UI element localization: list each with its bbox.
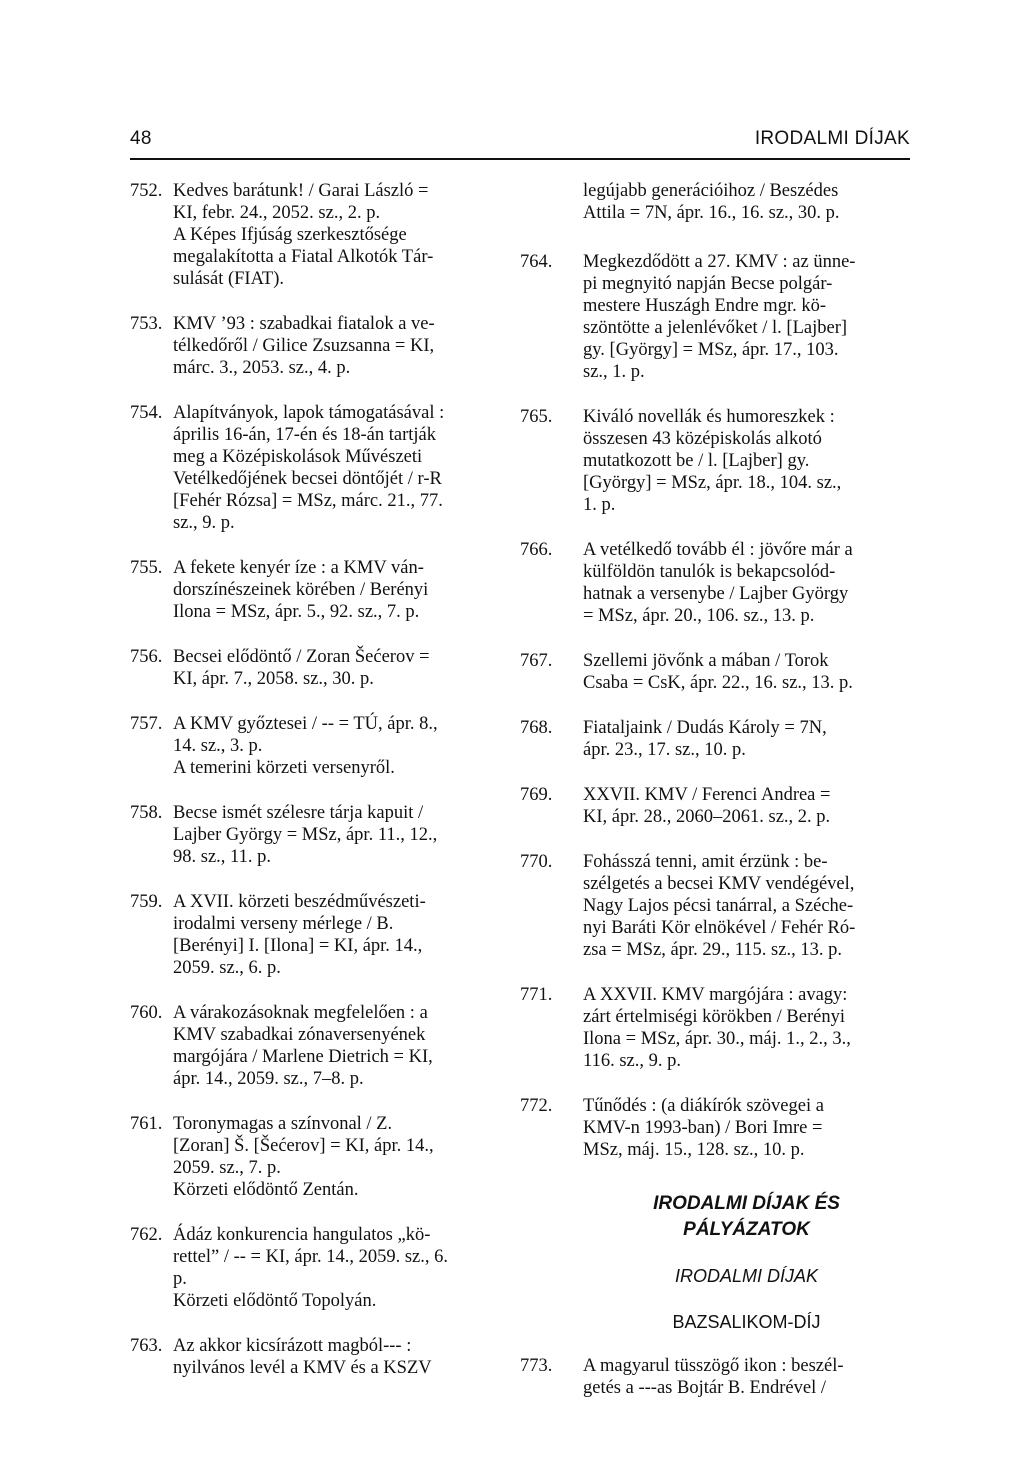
entry-line: gy. [György] = MSz, ápr. 17., 103. (583, 340, 839, 360)
entry-line: Fohásszá tenni, amit érzünk : be- (583, 852, 828, 872)
entry-text (173, 802, 505, 868)
entry-line: A XVII. körzeti beszédművészeti- (173, 892, 426, 912)
entry-line: 2059. sz., 7. p. (173, 1158, 281, 1178)
award-heading: BAZSALIKOM-DÍJ (672, 1312, 821, 1332)
bibliography-entry (130, 646, 505, 690)
entry-line: márc. 3., 2053. sz., 4. p. (173, 358, 351, 378)
entry-line: Attila = 7N, ápr. 16., 16. sz., 30. p. (583, 203, 840, 223)
bibliography-entry (130, 402, 505, 534)
entry-line: nyi Baráti Kör elnökével / Fehér Ró- (583, 918, 856, 938)
entry-line: A vetélkedő tovább él : jövőre már a (583, 540, 853, 560)
left-column (130, 180, 505, 1402)
entry-note: Körzeti elődöntő Topolyán. (173, 1291, 377, 1311)
entry-text (173, 891, 505, 979)
entry-line: Lajber György = MSz, ápr. 11., 12., (173, 825, 438, 845)
right-column (520, 180, 910, 1422)
entry-text (173, 1224, 505, 1312)
entry-line: meg a Középiskolások Művészeti (173, 447, 423, 467)
entry-line: p. (173, 1269, 187, 1289)
entry-text (583, 650, 910, 694)
entry-line: XXVII. KMV / Ferenci Andrea = (583, 785, 831, 805)
entry-text (583, 1095, 910, 1161)
entry-line: külföldön tanulók is bekapcsolód- (583, 562, 836, 582)
entry-line: Nagy Lajos pécsi tanárral, a Széche- (583, 896, 854, 916)
entry-line: Kedves barátunk! / Garai László = (173, 181, 429, 201)
entry-line: mestere Huszágh Endre mgr. kö- (583, 296, 826, 316)
page-number: 48 (130, 128, 152, 149)
bibliography-entry (130, 313, 505, 379)
entry-line: KI, febr. 24., 2052. sz., 2. p. (173, 203, 381, 223)
entry-number: 767. (520, 651, 553, 671)
entry-line: [Zoran] Š. [Šećerov] = KI, ápr. 14., (173, 1136, 434, 1156)
entry-text (583, 784, 910, 828)
entry-number: 772. (520, 1096, 553, 1116)
entry-number: 755. (130, 558, 163, 578)
entry-line: A KMV győztesei / -- = TÚ, ápr. 8., (173, 714, 438, 734)
entry-number: 764. (520, 252, 553, 272)
entry-note: sulását (FIAT). (173, 269, 284, 289)
entry-line: KMV szabadkai zónaversenyének (173, 1025, 426, 1045)
bibliography-entry (520, 406, 910, 516)
entry-number: 768. (520, 718, 553, 738)
entry-line: legújabb generációihoz / Beszédes (583, 181, 839, 201)
entry-line: Becse ismét szélesre tárja kapuit / (173, 803, 424, 823)
entry-line: Ilona = MSz, ápr. 30., máj. 1., 2., 3., (583, 1029, 851, 1049)
entry-line: 98. sz., 11. p. (173, 847, 271, 867)
right-entries (520, 251, 910, 1161)
bibliography-entry (130, 557, 505, 623)
entry-text (583, 1355, 910, 1399)
bibliography-entry (520, 984, 910, 1072)
entry-line: sz., 1. p. (583, 362, 645, 382)
entry-line: Ilona = MSz, ápr. 5., 92. sz., 7. p. (173, 602, 420, 622)
entry-line: ápr. 23., 17. sz., 10. p. (583, 740, 746, 760)
entry-line: Tűnődés : (a diákírók szövegei a (583, 1096, 824, 1116)
entry-line: télkedőről / Gilice Zsuzsanna = KI, (173, 336, 435, 356)
entry-number: 760. (130, 1003, 163, 1023)
entry-number: 769. (520, 785, 553, 805)
entry-line: margójára / Marlene Dietrich = KI, (173, 1047, 433, 1067)
entry-number: 756. (130, 647, 163, 667)
entry-line: Az akkor kicsírázott magból--- : (173, 1336, 412, 1356)
entry-number: 753. (130, 314, 163, 334)
entry-line: [Fehér Rózsa] = MSz, márc. 21., 77. (173, 491, 443, 511)
entry-line: Alapítványok, lapok támogatásával : (173, 403, 445, 423)
entry-note: Körzeti elődöntő Zentán. (173, 1180, 359, 1200)
entry-line: MSz, máj. 15., 128. sz., 10. p. (583, 1140, 805, 1160)
entry-line: ápr. 14., 2059. sz., 7–8. p. (173, 1069, 364, 1089)
bibliography-entry (520, 1355, 910, 1399)
entry-line: hatnak a versenybe / Lajber György (583, 584, 849, 604)
bibliography-entry (130, 802, 505, 868)
entry-line: Ádáz konkurencia hangulatos „kö- (173, 1225, 431, 1245)
entry-line: KMV-n 1993-ban) / Bori Imre = (583, 1118, 823, 1138)
entry-number: 766. (520, 540, 553, 560)
entry-text (173, 646, 505, 690)
entry-text (173, 1002, 505, 1090)
entry-line: [Berényi] I. [Ilona] = KI, ápr. 14., (173, 936, 423, 956)
entry-line: A XXVII. KMV margójára : avagy: (583, 985, 848, 1005)
entry-line: Csaba = CsK, ápr. 22., 16. sz., 13. p. (583, 673, 853, 693)
entry-text (583, 851, 910, 961)
entry-line: [György] = MSz, ápr. 18., 104. sz., (583, 473, 842, 493)
entry-line: KMV ’93 : szabadkai fiatalok a ve- (173, 314, 435, 334)
entry-line: nyilvános levél a KMV és a KSZV (173, 1358, 432, 1378)
entry-line: = MSz, ápr. 20., 106. sz., 13. p. (583, 606, 815, 626)
entry-line: Megkezdődött a 27. KMV : az ünne- (583, 252, 856, 272)
page-header (130, 128, 910, 150)
bibliography-entry (130, 1002, 505, 1090)
entry-number: 758. (130, 803, 163, 823)
entry-line: A várakozásoknak megfelelően : a (173, 1003, 428, 1023)
entry-text (173, 313, 505, 379)
entry-line: mutatkozott be / l. [Lajber] gy. (583, 451, 810, 471)
entry-line: Szellemi jövőnk a mában / Torok (583, 651, 829, 671)
entry-line: összesen 43 középiskolás alkotó (583, 429, 822, 449)
entry-number: 752. (130, 181, 163, 201)
bibliography-entry (130, 713, 505, 779)
entry-line: 116. sz., 9. p. (583, 1051, 681, 1071)
entry-text (173, 713, 505, 779)
entry-number: 759. (130, 892, 163, 912)
bibliography-entry (520, 784, 910, 828)
bibliography-entry (520, 717, 910, 761)
entry-text (173, 180, 505, 290)
entry-text (583, 539, 910, 627)
entry-number: 757. (130, 714, 163, 734)
bibliography-entry (520, 539, 910, 627)
entry-line: zárt értelmiségi körökben / Berényi (583, 1007, 845, 1027)
entry-line: A fekete kenyér íze : a KMV ván- (173, 558, 424, 578)
entry-line: getés a ---as Bojtár B. Endrével / (583, 1378, 826, 1398)
entry-number: 754. (130, 403, 163, 423)
entry-text (583, 406, 910, 516)
section-heading-line: PÁLYÁZATOK (683, 1219, 810, 1240)
entry-line: 2059. sz., 6. p. (173, 958, 281, 978)
entry-text (173, 557, 505, 623)
entry-text (173, 1335, 505, 1379)
bibliography-entry (520, 251, 910, 383)
entry-line: szöntötte a jelenlévőket / l. [Lajber] (583, 318, 848, 338)
entry-number: 771. (520, 985, 553, 1005)
continued-entry (520, 180, 910, 224)
entry-line: sz., 9. p. (173, 513, 235, 533)
entry-line: április 16-án, 17-én és 18-án tartják (173, 425, 437, 445)
entry-note: megalakította a Fiatal Alkotók Tár- (173, 247, 434, 267)
entry-note: A temerini körzeti versenyről. (173, 758, 395, 778)
entry-text (583, 251, 910, 383)
bibliography-entry (130, 891, 505, 979)
entry-line: Vetélkedőjének becsei döntőjét / r-R (173, 469, 442, 489)
entry-line: Fiataljaink / Dudás Károly = 7N, (583, 718, 827, 738)
bibliography-entry (130, 1335, 505, 1379)
entry-line: Becsei elődöntő / Zoran Šećerov = (173, 647, 430, 667)
bibliography-entry (520, 650, 910, 694)
entry-number: 762. (130, 1225, 163, 1245)
subsection-heading: IRODALMI DÍJAK (674, 1266, 819, 1286)
entry-number: 763. (130, 1336, 163, 1356)
entry-note: A Képes Ifjúság szerkesztősége (173, 225, 407, 245)
entry-line: zsa = MSz, ápr. 29., 115. sz., 13. p. (583, 940, 842, 960)
entry-line: szélgetés a becsei KMV vendégével, (583, 874, 855, 894)
running-title: IRODALMI DÍJAK (754, 128, 910, 149)
entry-line: Toronymagas a színvonal / Z. (173, 1114, 393, 1134)
bibliography-entry (520, 851, 910, 961)
section-heading-line: IRODALMI DÍJAK ÉS (653, 1193, 840, 1214)
entry-line: 14. sz., 3. p. (173, 736, 263, 756)
entry-line: KI, ápr. 7., 2058. sz., 30. p. (173, 669, 374, 689)
bibliography-entry (130, 180, 505, 290)
entry-line: KI, ápr. 28., 2060–2061. sz., 2. p. (583, 807, 831, 827)
bibliography-entry (520, 1095, 910, 1161)
entry-number: 765. (520, 407, 553, 427)
bibliography-entry (130, 1113, 505, 1201)
entry-text (583, 984, 910, 1072)
entry-line: Kiváló novellák és humoreszkek : (583, 407, 835, 427)
entry-number: 770. (520, 852, 553, 872)
section-heading (583, 1191, 910, 1243)
entry-line: A magyarul tüsszögő ikon : beszél- (583, 1356, 844, 1376)
entry-line: 1. p. (583, 495, 616, 515)
entry-line: rettel” / -- = KI, ápr. 14., 2059. sz., 6. (173, 1247, 449, 1267)
header-rule (130, 158, 910, 160)
entry-line: pi megnyitó napján Becse polgár- (583, 274, 833, 294)
entry-number: 761. (130, 1114, 163, 1134)
entry-line: dorszínészeinek körében / Berényi (173, 580, 429, 600)
bibliography-entry (130, 1224, 505, 1312)
entry-line: irodalmi verseny mérlege / B. (173, 914, 394, 934)
entry-text (173, 402, 505, 534)
entry-number: 773. (520, 1356, 553, 1376)
entry-text (583, 717, 910, 761)
entry-text (173, 1113, 505, 1201)
